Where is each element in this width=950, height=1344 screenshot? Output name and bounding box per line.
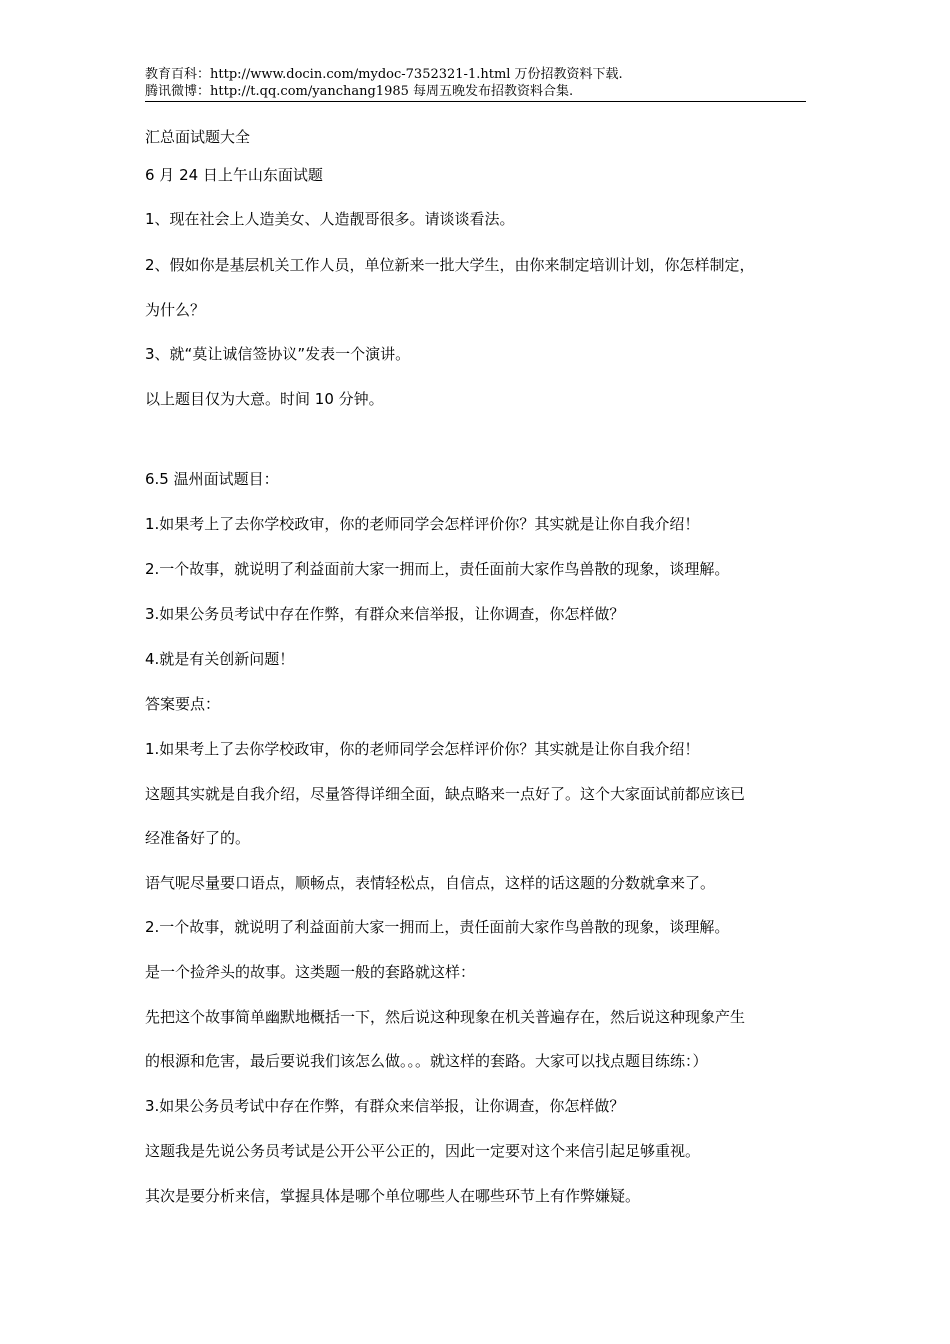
paragraph: 2.一个故事，就说明了利益面前大家一拥而上，责任面前大家作鸟兽散的现象，谈理解。 [145,918,730,936]
paragraph: 是一个捡斧头的故事。这类题一般的套路就这样： [145,963,476,981]
section-heading-shandong: 6 月 24 日上午山东面试题 [145,166,323,184]
paragraph: 为什么？ [145,301,206,319]
paragraph: 1.如果考上了去你学校政审，你的老师同学会怎样评价你？其实就是让你自我介绍！ [145,740,700,758]
paragraph: 2、假如你是基层机关工作人员，单位新来一批大学生，由你来制定培训计划，你怎样制定， [145,256,755,274]
paragraph: 4.就是有关创新问题！ [145,650,295,668]
paragraph: 1.如果考上了去你学校政审，你的老师同学会怎样评价你？其实就是让你自我介绍！ [145,515,700,533]
header-line-1: 教育百科：http://www.docin.com/mydoc-7352321-1.html 万份招教资料下载. [145,67,623,82]
paragraph: 这题我是先说公务员考试是公开公平公正的，因此一定要对这个来信引起足够重视。 [145,1142,701,1160]
paragraph: 3.如果公务员考试中存在作弊，有群众来信举报，让你调查，你怎样做？ [145,605,625,623]
page-header [145,66,806,102]
section-heading-answers: 答案要点： [145,695,221,713]
paragraph: 2.一个故事，就说明了利益面前大家一拥而上，责任面前大家作鸟兽散的现象，谈理解。 [145,560,730,578]
header-line-2: 腾讯微博：http://t.qq.com/yanchang1985 每周五晚发布招教资料合集. [145,84,574,99]
paragraph: 3、就“莫让诚信签协议”发表一个演讲。 [145,345,411,363]
paragraph: 语气呢尽量要口语点，顺畅点，表情轻松点，自信点，这样的话这题的分数就拿来了。 [145,874,716,892]
document-title: 汇总面试题大全 [145,128,251,146]
paragraph: 经准备好了的。 [145,829,251,847]
paragraph: 1、现在社会上人造美女、人造靓哥很多。请谈谈看法。 [145,210,515,228]
paragraph: 这题其实就是自我介绍，尽量答得详细全面，缺点略来一点好了。这个大家面试前都应该已 [145,785,746,803]
section-heading-wenzhou: 6.5 温州面试题目： [145,470,279,488]
paragraph: 其次是要分析来信，掌握具体是哪个单位哪些人在哪些环节上有作弊嫌疑。 [145,1187,641,1205]
paragraph: 3.如果公务员考试中存在作弊，有群众来信举报，让你调查，你怎样做？ [145,1097,625,1115]
paragraph: 的根源和危害，最后要说我们该怎么做。。。就这样的套路。大家可以找点题目练练：） [145,1052,708,1070]
paragraph: 先把这个故事简单幽默地概括一下，然后说这种现象在机关普遍存在，然后说这种现象产生 [145,1008,746,1026]
paragraph: 以上题目仅为大意。时间 10 分钟。 [145,390,384,408]
